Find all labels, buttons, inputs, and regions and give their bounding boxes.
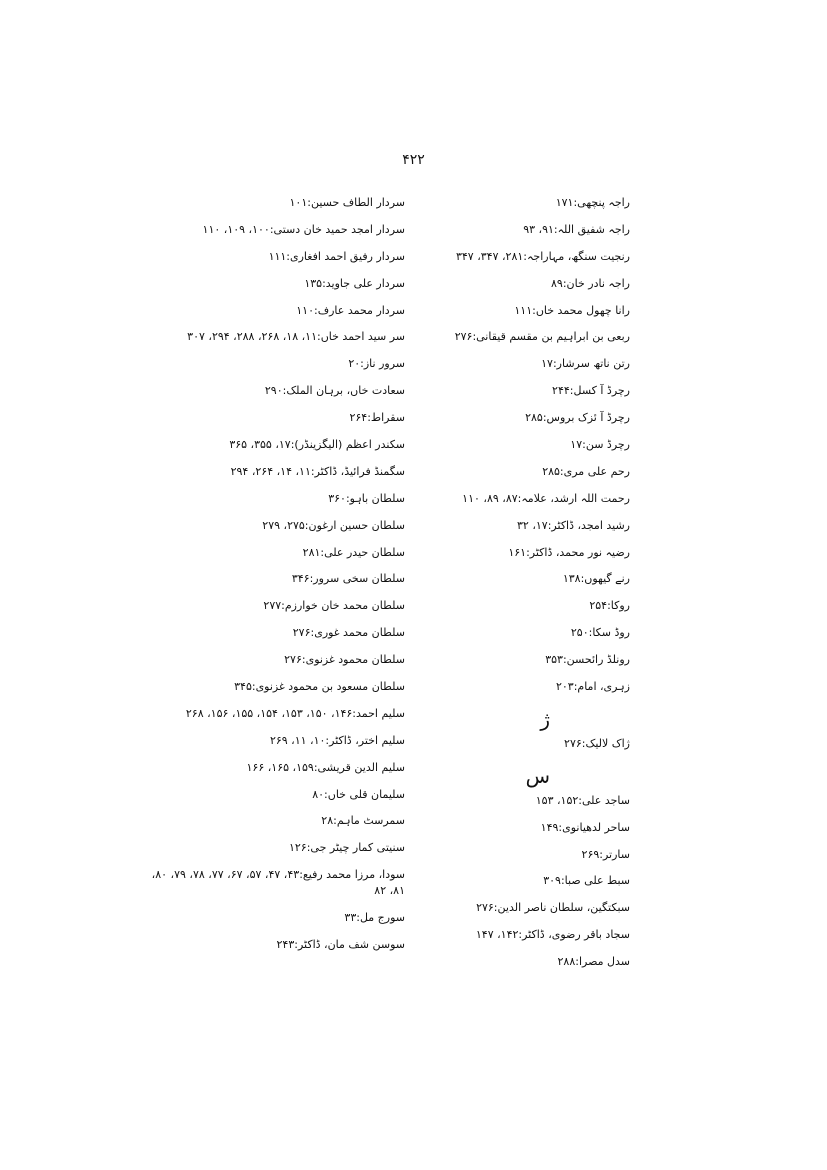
index-column-right (455, 195, 630, 981)
index-entry: رچرڈ آ کسل:۲۴۴ (552, 384, 630, 398)
index-entry: سلیم اختر، ڈاکٹر:۱۰، ۱۱، ۲۶۹ (269, 733, 405, 747)
index-entry: رنجیت سنگھ، مہاراجہ:۲۸۱، ۳۴۷، ۳۴۷ (455, 249, 630, 263)
index-entry: سلطان مسعود بن محمود غزنوی:۳۴۵ (234, 680, 405, 694)
index-entry: سردار امجد حمید خان دستی:۱۰۰، ۱۰۹، ۱۱۰ (202, 222, 405, 236)
index-entry: ژاک لالیک:۲۷۶ (564, 736, 630, 750)
index-entry: رضیہ نور محمد، ڈاکٹر:۱۶۱ (508, 545, 630, 559)
index-entry: سردار رفیق احمد افغاری:۱۱۱ (268, 249, 405, 263)
index-entry: رچرڈ آ ئزک بروس:۲۸۵ (525, 411, 630, 425)
index-entry: سجاد باقر رضوی، ڈاکٹر:۱۴۲، ۱۴۷ (475, 928, 630, 942)
index-entry: سردار الطاف حسین:۱۰۱ (289, 196, 405, 209)
index-entry: رچرڈ سن:۱۷ (570, 438, 630, 452)
index-entry: سنیتی کمار چیٹر جی:۱۲۶ (288, 841, 405, 855)
index-entry: روڈ سکا:۲۵۰ (570, 626, 630, 640)
index-entry: رحمت اللہ ارشد، علامہ:۸۷، ۸۹، ۱۱۰ (462, 491, 630, 505)
index-entry: رحم علی مری:۲۸۵ (542, 464, 630, 478)
index-entry: سدل مصرا:۲۸۸ (557, 955, 630, 969)
page-number: ۴۲۲ (402, 152, 425, 168)
index-entry: راجہ شفیق اللہ:۹۱، ۹۳ (523, 222, 630, 236)
index-entry: رشید امجد، ڈاکٹر:۱۷، ۳۲ (517, 518, 630, 532)
index-column-left (150, 195, 405, 964)
index-entry: رونلڈ رائحسن:۳۵۳ (545, 653, 630, 667)
index-entry: سوسن شف مان، ڈاکٹر:۲۴۳ (276, 938, 405, 952)
index-entry: سلطان حسین ارغون:۲۷۵، ۲۷۹ (262, 518, 405, 532)
index-entry: سبط علی صبا:۳۰۹ (543, 874, 630, 888)
index-entry: سعادت خاں، برہان الملک:۲۹۰ (264, 384, 405, 398)
index-entry: سلیم احمد:۱۴۶، ۱۵۰، ۱۵۳، ۱۵۴، ۱۵۵، ۱۵۶، ۲۶۸ (185, 706, 405, 720)
index-entry: سورج مل:۳۳ (344, 911, 405, 925)
index-entry: سارتر:۲۶۹ (581, 847, 630, 861)
index-entry: سلطان محمود غزنوی:۲۷۶ (284, 653, 405, 667)
index-entry: سودا، مرزا محمد رفیع:۴۳، ۴۷، ۵۷، ۶۷، ۷۷، ۷۸، ۷۹، ۸۰، ۸۱، ۸۲ (151, 868, 405, 898)
index-entry: سکندر اعظم (الیگزینڈر):۱۷، ۳۵۵، ۳۶۵ (229, 438, 405, 452)
index-entry: سرور ناز:۲۰ (348, 357, 405, 371)
index-entry: ساحر لدھیانوی:۱۴۹ (540, 820, 630, 834)
index-entry: روکا:۲۵۴ (589, 599, 630, 613)
index-entry: سلطان محمد خان خوارزم:۲۷۷ (263, 599, 405, 613)
index-section-letter: ژ (540, 706, 550, 731)
index-entry: سلطان حیدر علی:۲۸۱ (302, 545, 405, 559)
index-entry: سر سید احمد خاں:۱۱، ۱۸، ۲۶۸، ۲۸۸، ۲۹۴، ۳۰۷ (187, 330, 405, 344)
index-entry: ربعی بن ابراہیم بن مقسم قیقانی:۲۷۶ (454, 330, 630, 344)
index-entry: رتن ناتھ سرشار:۱۷ (541, 357, 630, 371)
index-entry: سقراط:۲۶۴ (349, 411, 405, 425)
index-entry: سلطان محمد غوری:۲۷۶ (292, 626, 405, 640)
index-entry: راجہ پنچھی:۱۷۱ (555, 196, 630, 209)
index-entry: ساجد علی:۱۵۲، ۱۵۳ (535, 793, 630, 807)
index-entry: سبکتگین، سلطان ناصر الدین:۲۷۶ (476, 901, 630, 915)
index-entry: سلطان باہو:۳۶۰ (328, 491, 405, 505)
index-entry: سمرسٹ ماہم:۲۸ (321, 814, 405, 828)
index-entry: سلیمان قلی خاں:۸۰ (312, 787, 405, 801)
index-entry: رانا چھول محمد خاں:۱۱۱ (514, 303, 630, 317)
index-entry: سردار محمد عارف:۱۱۰ (296, 303, 405, 317)
index-entry: سلطان سخی سرور:۳۴۶ (291, 572, 405, 586)
index-entry: زہری، امام:۲۰۳ (555, 680, 630, 694)
index-entry: سگمنڈ فرائیڈ، ڈاکٹر:۱۱، ۱۴، ۲۶۴، ۲۹۴ (230, 464, 405, 478)
index-entry: سردار علی جاوید:۱۳۵ (304, 276, 405, 290)
index-entry: راجہ نادر خان:۸۹ (551, 276, 630, 290)
index-entry: رنے گیھوں:۱۳۸ (562, 572, 630, 586)
index-entry: سلیم الدین قریشی:۱۵۹، ۱۶۵، ۱۶۶ (246, 760, 405, 774)
index-section-letter: س (525, 763, 550, 788)
